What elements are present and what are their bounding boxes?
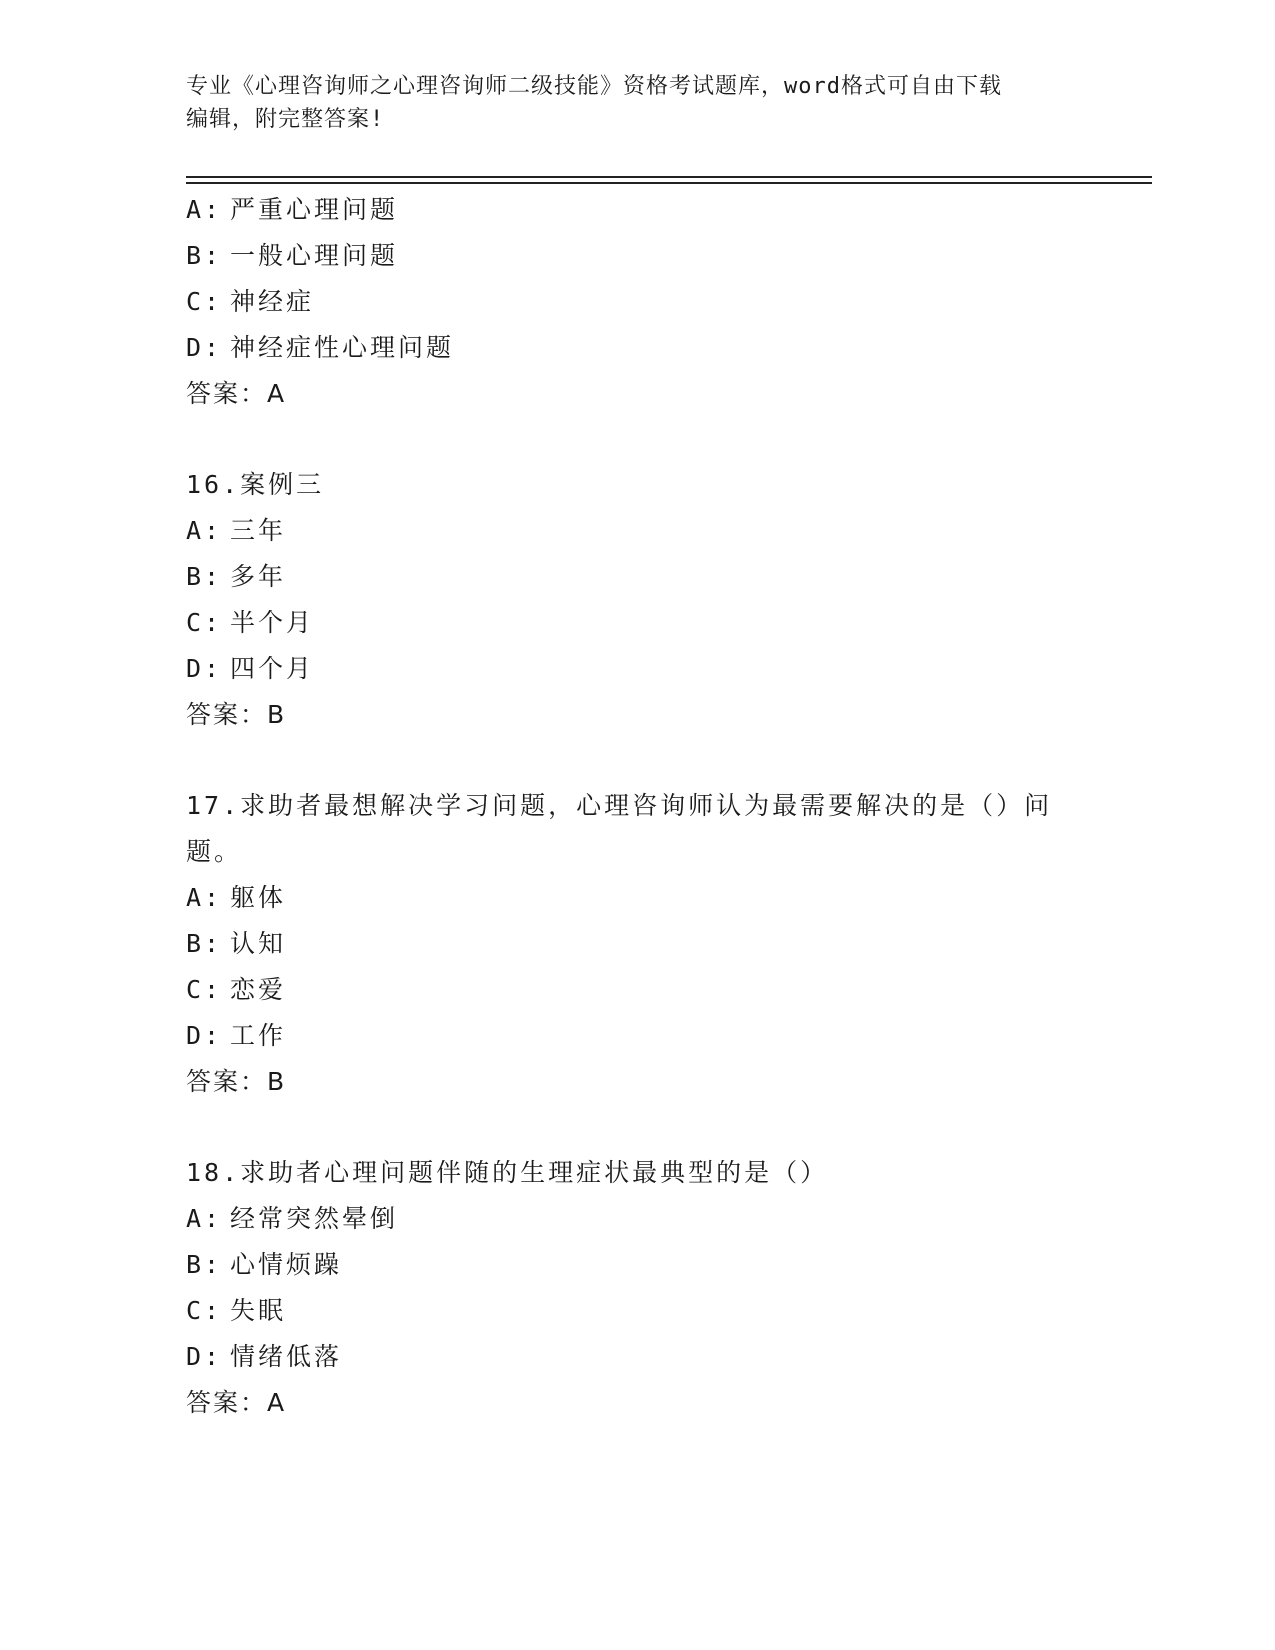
option-a [186,1196,1086,1242]
option-key: C: [186,1296,223,1325]
option-c [186,279,1086,325]
option-key: C: [186,975,223,1004]
option-key: D: [186,1342,223,1371]
option-d [186,1013,1086,1059]
option-a [186,875,1086,921]
answer-line: 答案：B [186,700,287,729]
question-text: 18.求助者心理问题伴随的生理症状最典型的是（） [186,1158,829,1187]
option-text: 情绪低落 [230,1342,343,1371]
option-key: B: [186,929,223,958]
option-key: D: [186,1021,223,1050]
option-key: B: [186,241,223,270]
question-block-15 [186,187,1086,417]
option-key: A: [186,195,223,224]
option-text: 恋爱 [230,975,287,1004]
option-text: 失眠 [230,1296,287,1325]
option-key: B: [186,562,223,591]
header-rule-top [186,176,1152,178]
option-text: 半个月 [230,608,315,637]
option-c [186,1288,1086,1334]
question-block-18 [186,1150,1086,1426]
answer-line: 答案：A [186,1388,287,1417]
answer-line: 答案：B [186,1067,287,1096]
question-text-line-1: 17.求助者最想解决学习问题，心理咨询师认为最需要解决的是（）问 [186,791,1053,820]
option-a [186,508,1086,554]
option-text: 三年 [230,516,287,545]
option-b [186,921,1086,967]
option-text: 一般心理问题 [230,241,399,270]
option-key: A: [186,516,223,545]
option-text: 四个月 [230,654,315,683]
header-line-1: 专业《心理咨询师之心理咨询师二级技能》资格考试题库，word格式可自由下载 [186,74,1002,99]
option-text: 躯体 [230,883,287,912]
option-key: A: [186,1204,223,1233]
option-b [186,1242,1086,1288]
option-key: D: [186,333,223,362]
answer-line: 答案：A [186,379,287,408]
option-text: 多年 [230,562,287,591]
option-d [186,1334,1086,1380]
header-line-2: 编辑，附完整答案! [186,107,385,132]
option-text: 心情烦躁 [230,1250,343,1279]
option-text: 认知 [230,929,287,958]
option-key: C: [186,287,223,316]
option-b [186,554,1086,600]
option-key: A: [186,883,223,912]
option-text: 严重心理问题 [230,195,399,224]
option-c [186,967,1086,1013]
option-d [186,325,1086,371]
header-rule-bottom [186,182,1152,184]
option-text: 神经症性心理问题 [230,333,455,362]
option-key: D: [186,654,223,683]
option-a [186,187,1086,233]
question-block-17 [186,783,1086,1105]
option-d [186,646,1086,692]
option-b [186,233,1086,279]
question-block-16 [186,462,1086,738]
question-text: 16.案例三 [186,470,325,499]
document-header [186,70,1066,136]
question-text-line-2: 题。 [186,837,243,866]
option-key: B: [186,1250,223,1279]
option-text: 神经症 [230,287,315,316]
option-text: 经常突然晕倒 [230,1204,399,1233]
option-c [186,600,1086,646]
option-key: C: [186,608,223,637]
question-list [186,187,1086,1426]
option-text: 工作 [230,1021,287,1050]
